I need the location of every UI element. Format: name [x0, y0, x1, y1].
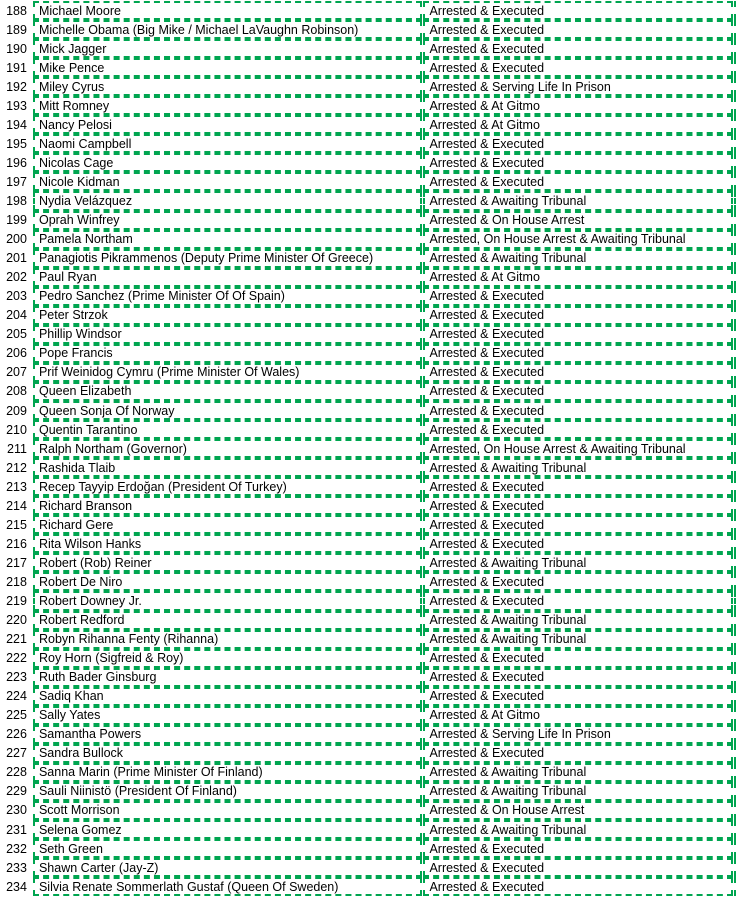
- next-column-border: [734, 268, 740, 287]
- row-number: 210: [6, 422, 27, 437]
- status-cell[interactable]: Arrested & Awaiting Tribunal: [423, 763, 733, 782]
- table-row: [0, 401, 740, 420]
- table-row: [0, 477, 740, 496]
- table-row: [0, 858, 740, 877]
- table-row: [0, 439, 740, 458]
- next-column-border: [734, 858, 740, 877]
- status-cell[interactable]: Arrested & Executed: [423, 172, 733, 191]
- table-row: [0, 420, 740, 439]
- row-number: 200: [6, 232, 27, 247]
- next-column-border: [734, 115, 740, 134]
- name-cell[interactable]: Mike Pence: [33, 58, 422, 77]
- next-column-border: [734, 439, 740, 458]
- next-column-border: [734, 172, 740, 191]
- row-number: 190: [6, 41, 27, 56]
- row-number: 189: [6, 22, 27, 37]
- name-cell[interactable]: Oprah Winfrey: [33, 211, 422, 230]
- table-row: [0, 1, 740, 20]
- table-row: [0, 572, 740, 591]
- name-cell[interactable]: Sanna Marin (Prime Minister Of Finland): [33, 763, 422, 782]
- row-number: 201: [6, 251, 27, 266]
- table-row: [0, 668, 740, 687]
- name-cell[interactable]: Nancy Pelosi: [33, 115, 422, 134]
- status-cell[interactable]: Arrested & Executed: [423, 1, 733, 20]
- next-column-border: [734, 630, 740, 649]
- status-cell[interactable]: Arrested & Executed: [423, 306, 733, 325]
- name-cell[interactable]: Sally Yates: [33, 706, 422, 725]
- table-row: [0, 172, 740, 191]
- status-cell[interactable]: Arrested, On House Arrest & Awaiting Tribunal: [423, 230, 733, 249]
- next-column-border: [734, 1, 740, 20]
- next-column-border: [734, 801, 740, 820]
- name-cell[interactable]: Phillip Windsor: [33, 325, 422, 344]
- row-number: 227: [6, 746, 27, 761]
- row-number: 206: [6, 346, 27, 361]
- status-cell[interactable]: Arrested & At Gitmo: [423, 115, 733, 134]
- status-cell[interactable]: Arrested & Executed: [423, 344, 733, 363]
- status-cell[interactable]: Arrested & Awaiting Tribunal: [423, 553, 733, 572]
- next-column-border: [734, 77, 740, 96]
- status-cell[interactable]: Arrested & Executed: [423, 744, 733, 763]
- name-cell[interactable]: Robert De Niro: [33, 572, 422, 591]
- next-column-border: [734, 153, 740, 172]
- status-cell[interactable]: Arrested & Executed: [423, 858, 733, 877]
- status-cell[interactable]: Arrested & Executed: [423, 477, 733, 496]
- status-cell[interactable]: Arrested & At Gitmo: [423, 706, 733, 725]
- table-row: [0, 134, 740, 153]
- next-column-border: [734, 211, 740, 230]
- row-number: 220: [6, 613, 27, 628]
- next-column-border: [734, 382, 740, 401]
- name-cell[interactable]: Quentin Tarantino: [33, 420, 422, 439]
- next-column-border: [734, 572, 740, 591]
- row-number: 198: [6, 193, 27, 208]
- row-number: 233: [6, 860, 27, 875]
- table-row: [0, 515, 740, 534]
- next-column-border: [734, 134, 740, 153]
- table-row: [0, 611, 740, 630]
- row-number: 228: [6, 765, 27, 780]
- row-number: 211: [7, 441, 27, 456]
- row-number: 229: [6, 784, 27, 799]
- status-cell[interactable]: Arrested & Executed: [423, 20, 733, 39]
- row-number: 231: [6, 822, 27, 837]
- table-row: [0, 39, 740, 58]
- name-cell[interactable]: Robyn Rihanna Fenty (Rihanna): [33, 630, 422, 649]
- next-column-border: [734, 839, 740, 858]
- next-column-border: [734, 706, 740, 725]
- name-cell[interactable]: Prif Weinidog Cymru (Prime Minister Of Wales): [33, 363, 422, 382]
- next-column-border: [734, 344, 740, 363]
- row-number: 188: [6, 3, 27, 18]
- row-number: 214: [6, 498, 27, 513]
- table-row: [0, 115, 740, 134]
- row-number: 204: [6, 308, 27, 323]
- name-cell[interactable]: Pamela Northam: [33, 230, 422, 249]
- name-cell[interactable]: Recep Tayyip Erdoğan (President Of Turkey): [33, 477, 422, 496]
- table-row: [0, 820, 740, 839]
- next-column-border: [734, 477, 740, 496]
- status-cell[interactable]: Arrested & Executed: [423, 39, 733, 58]
- name-cell[interactable]: Ruth Bader Ginsburg: [33, 668, 422, 687]
- next-column-border: [734, 249, 740, 268]
- status-cell[interactable]: Arrested & Executed: [423, 287, 733, 306]
- next-column-border: [734, 401, 740, 420]
- table-row: [0, 287, 740, 306]
- name-cell[interactable]: Scott Morrison: [33, 801, 422, 820]
- name-cell[interactable]: Samantha Powers: [33, 725, 422, 744]
- table-row: [0, 706, 740, 725]
- row-number: 191: [6, 60, 27, 75]
- name-cell[interactable]: Michael Moore: [33, 1, 422, 20]
- name-cell[interactable]: Selena Gomez: [33, 820, 422, 839]
- next-column-border: [734, 820, 740, 839]
- table-row: [0, 630, 740, 649]
- name-cell[interactable]: Rita Wilson Hanks: [33, 534, 422, 553]
- status-cell[interactable]: Arrested & Executed: [423, 877, 733, 896]
- status-cell[interactable]: Arrested & Executed: [423, 382, 733, 401]
- next-column-border: [734, 496, 740, 515]
- next-column-border: [734, 58, 740, 77]
- next-column-border: [734, 96, 740, 115]
- next-column-border: [734, 744, 740, 763]
- status-cell[interactable]: Arrested & Executed: [423, 363, 733, 382]
- row-number: 213: [6, 479, 27, 494]
- name-cell[interactable]: Richard Branson: [33, 496, 422, 515]
- status-cell[interactable]: Arrested, On House Arrest & Awaiting Tribunal: [423, 439, 733, 458]
- row-number: 205: [6, 327, 27, 342]
- name-cell[interactable]: Michelle Obama (Big Mike / Michael LaVaughn Robinson): [33, 20, 422, 39]
- next-column-border: [734, 534, 740, 553]
- status-cell[interactable]: Arrested & Awaiting Tribunal: [423, 191, 733, 210]
- name-cell[interactable]: Pope Francis: [33, 344, 422, 363]
- next-column-border: [734, 649, 740, 668]
- row-number: 196: [6, 155, 27, 170]
- next-column-border: [734, 458, 740, 477]
- row-number: 223: [6, 670, 27, 685]
- row-number: 203: [6, 289, 27, 304]
- next-column-border: [734, 782, 740, 801]
- name-cell[interactable]: Silvia Renate Sommerlath Gustaf (Queen Of Sweden): [33, 877, 422, 896]
- status-cell[interactable]: Arrested & Executed: [423, 401, 733, 420]
- status-cell[interactable]: Arrested & Executed: [423, 649, 733, 668]
- name-cell[interactable]: Queen Sonja Of Norway: [33, 401, 422, 420]
- table-row: [0, 191, 740, 210]
- status-cell[interactable]: Arrested & On House Arrest: [423, 211, 733, 230]
- table-row: [0, 211, 740, 230]
- table-row: [0, 96, 740, 115]
- name-cell[interactable]: Robert Downey Jr.: [33, 591, 422, 610]
- table-row: [0, 363, 740, 382]
- row-number: 212: [6, 460, 27, 475]
- row-number: 226: [6, 727, 27, 742]
- table-row: [0, 591, 740, 610]
- status-cell[interactable]: Arrested & On House Arrest: [423, 801, 733, 820]
- table-row: [0, 649, 740, 668]
- status-cell[interactable]: Arrested & Awaiting Tribunal: [423, 458, 733, 477]
- name-cell[interactable]: Naomi Campbell: [33, 134, 422, 153]
- table-row: [0, 382, 740, 401]
- row-number: 232: [6, 841, 27, 856]
- name-cell[interactable]: Nicole Kidman: [33, 172, 422, 191]
- table-row: [0, 687, 740, 706]
- name-cell[interactable]: Sauli Niinistö (President Of Finland): [33, 782, 422, 801]
- status-cell[interactable]: Arrested & Executed: [423, 591, 733, 610]
- status-cell[interactable]: Arrested & Executed: [423, 153, 733, 172]
- next-column-border: [734, 725, 740, 744]
- name-cell[interactable]: Roy Horn (Sigfreid & Roy): [33, 649, 422, 668]
- status-cell[interactable]: Arrested & Awaiting Tribunal: [423, 249, 733, 268]
- next-column-border: [734, 325, 740, 344]
- next-column-border: [734, 306, 740, 325]
- status-cell[interactable]: Arrested & Executed: [423, 534, 733, 553]
- name-cell[interactable]: Ralph Northam (Governor): [33, 439, 422, 458]
- detention-list-table: [0, 1, 740, 896]
- row-number: 222: [6, 651, 27, 666]
- row-number: 192: [6, 79, 27, 94]
- row-number: 193: [6, 98, 27, 113]
- next-column-border: [734, 611, 740, 630]
- table-row: [0, 268, 740, 287]
- status-cell[interactable]: Arrested & Awaiting Tribunal: [423, 782, 733, 801]
- name-cell[interactable]: Seth Green: [33, 839, 422, 858]
- next-column-border: [734, 668, 740, 687]
- table-row: [0, 534, 740, 553]
- table-row: [0, 725, 740, 744]
- table-row: [0, 801, 740, 820]
- row-number: 208: [6, 384, 27, 399]
- name-cell[interactable]: Pedro Sanchez (Prime Minister Of Of Spain): [33, 287, 422, 306]
- status-cell[interactable]: Arrested & Executed: [423, 668, 733, 687]
- row-number: 218: [6, 574, 27, 589]
- name-cell[interactable]: Panagiotis Pikrammenos (Deputy Prime Minister Of Greece): [33, 249, 422, 268]
- name-cell[interactable]: Nydia Velázquez: [33, 191, 422, 210]
- row-number: 234: [6, 879, 27, 894]
- row-number: 224: [6, 689, 27, 704]
- row-number: 202: [6, 270, 27, 285]
- name-cell[interactable]: Shawn Carter (Jay-Z): [33, 858, 422, 877]
- table-row: [0, 20, 740, 39]
- status-cell[interactable]: Arrested & Executed: [423, 572, 733, 591]
- table-row: [0, 325, 740, 344]
- status-cell[interactable]: Arrested & Executed: [423, 839, 733, 858]
- status-cell[interactable]: Arrested & Executed: [423, 515, 733, 534]
- next-column-border: [734, 420, 740, 439]
- name-cell[interactable]: Miley Cyrus: [33, 77, 422, 96]
- row-number: 219: [6, 593, 27, 608]
- row-number: 216: [6, 536, 27, 551]
- status-cell[interactable]: Arrested & Awaiting Tribunal: [423, 611, 733, 630]
- row-number: 195: [6, 136, 27, 151]
- next-column-border: [734, 20, 740, 39]
- status-cell[interactable]: Arrested & Awaiting Tribunal: [423, 630, 733, 649]
- name-cell[interactable]: Mitt Romney: [33, 96, 422, 115]
- table-row: [0, 877, 740, 896]
- table-row: [0, 839, 740, 858]
- status-cell[interactable]: Arrested & Executed: [423, 496, 733, 515]
- status-cell[interactable]: Arrested & Awaiting Tribunal: [423, 820, 733, 839]
- name-cell[interactable]: Robert (Rob) Reiner: [33, 553, 422, 572]
- next-column-border: [734, 287, 740, 306]
- next-column-border: [734, 191, 740, 210]
- next-column-border: [734, 515, 740, 534]
- row-number: 225: [6, 708, 27, 723]
- status-cell[interactable]: Arrested & Executed: [423, 420, 733, 439]
- name-cell[interactable]: Robert Redford: [33, 611, 422, 630]
- next-column-border: [734, 553, 740, 572]
- row-number: 217: [6, 555, 27, 570]
- row-number: 209: [6, 403, 27, 418]
- row-number: 197: [6, 174, 27, 189]
- next-column-border: [734, 687, 740, 706]
- table-row: [0, 496, 740, 515]
- table-row: [0, 744, 740, 763]
- status-cell[interactable]: Arrested & Executed: [423, 325, 733, 344]
- table-row: [0, 344, 740, 363]
- name-cell[interactable]: Nicolas Cage: [33, 153, 422, 172]
- status-cell[interactable]: Arrested & Serving Life In Prison: [423, 77, 733, 96]
- name-cell[interactable]: Rashida Tlaib: [33, 458, 422, 477]
- next-column-border: [734, 591, 740, 610]
- next-column-border: [734, 39, 740, 58]
- table-row: [0, 782, 740, 801]
- table-row: [0, 153, 740, 172]
- table-row: [0, 230, 740, 249]
- table-row: [0, 763, 740, 782]
- row-number: 230: [6, 803, 27, 818]
- table-row: [0, 249, 740, 268]
- next-column-border: [734, 763, 740, 782]
- name-cell[interactable]: Queen Elizabeth: [33, 382, 422, 401]
- name-cell[interactable]: Mick Jagger: [33, 39, 422, 58]
- status-cell[interactable]: Arrested & At Gitmo: [423, 268, 733, 287]
- row-number: 221: [6, 632, 27, 647]
- table-row: [0, 58, 740, 77]
- next-column-border: [734, 230, 740, 249]
- row-number: 215: [6, 517, 27, 532]
- row-number: 194: [6, 117, 27, 132]
- next-column-border: [734, 363, 740, 382]
- row-number: 199: [6, 213, 27, 228]
- next-column-border: [734, 877, 740, 896]
- name-cell[interactable]: Peter Strzok: [33, 306, 422, 325]
- status-cell[interactable]: Arrested & At Gitmo: [423, 96, 733, 115]
- name-cell[interactable]: Richard Gere: [33, 515, 422, 534]
- status-cell[interactable]: Arrested & Serving Life In Prison: [423, 725, 733, 744]
- status-cell[interactable]: Arrested & Executed: [423, 58, 733, 77]
- name-cell[interactable]: Sadiq Khan: [33, 687, 422, 706]
- row-number: 207: [6, 365, 27, 380]
- status-cell[interactable]: Arrested & Executed: [423, 687, 733, 706]
- name-cell[interactable]: Sandra Bullock: [33, 744, 422, 763]
- table-row: [0, 77, 740, 96]
- table-row: [0, 458, 740, 477]
- status-cell[interactable]: Arrested & Executed: [423, 134, 733, 153]
- table-row: [0, 553, 740, 572]
- name-cell[interactable]: Paul Ryan: [33, 268, 422, 287]
- table-row: [0, 306, 740, 325]
